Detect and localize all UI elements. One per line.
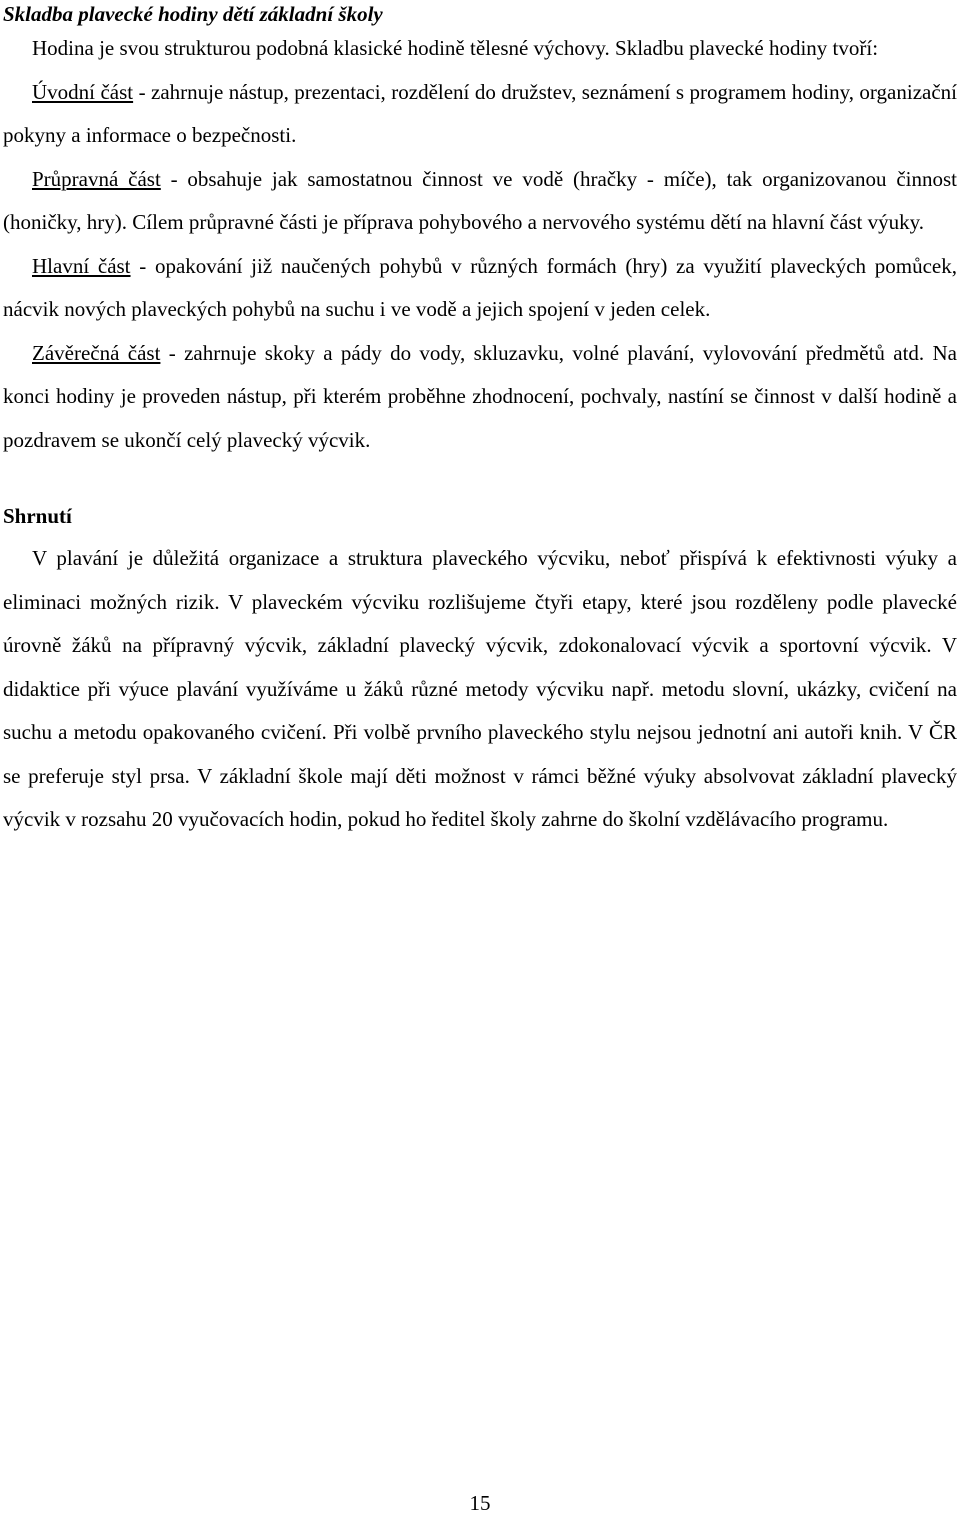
section-heading: Skladba plavecké hodiny dětí základní školy <box>3 2 383 26</box>
summary-paragraph: V plavání je důležitá organizace a struktura plaveckého výcviku, neboť přispívá k efektivnosti výuky a eliminaci možných rizik. V plaveckém výcviku rozlišujeme čtyři etapy, které jsou rozděleny podle plavecké úrovně žáků na přípravný výcvik, základní plavecký výcvik, zdokonalovací výcvik a sportovní výcvik. V didaktice při výuce plavání využíváme u žáků různé metody výcviku např. metodu slovní, ukázky, cvičení na suchu a metodu opakovaného cvičení. Při volbě prvního plaveckého stylu nejsou jednotní ani autoři knih. V ČR se preferuje styl prsa. V základní škole mají děti možnost v rámci běžné výuky absolvovat základní plavecký výcvik v rozsahu 20 vyučovacích hodin, pokud ho ředitel školy zahrne do školní vzdělávacího programu. <box>3 546 957 831</box>
part-description: - zahrnuje skoky a pády do vody, skluzavku, volné plavání, vylovování předmětů atd. Na konci hodiny je proveden nástup, při kterém proběhne zhodnocení, pochvaly, nastíní se činnost v další hodině a pozdravem se ukončí celý plavecký výcvik. <box>3 340 957 452</box>
summary-heading: Shrnutí <box>3 504 72 528</box>
part-term: Průpravná část <box>32 166 161 191</box>
section-spacer <box>3 462 957 503</box>
part-paragraph-intro <box>3 71 957 158</box>
intro-paragraph: Hodina je svou strukturou podobná klasické hodině tělesné výchovy. Skladbu plavecké hodiny tvoří: <box>32 36 879 60</box>
part-term: Hlavní část <box>32 253 131 278</box>
part-term: Úvodní část <box>32 79 134 104</box>
part-paragraph-preparatory <box>3 158 957 245</box>
part-paragraph-final <box>3 332 957 463</box>
part-term: Závěrečná část <box>32 340 161 365</box>
part-description: - obsahuje jak samostatnou činnost ve vodě (hračky - míče), tak organizovanou činnost (honičky, hry). Cílem průpravné části je příprava pohybového a nervového systému dětí na hlavní část výuky. <box>3 166 957 234</box>
document-page <box>3 0 957 842</box>
part-description: - zahrnuje nástup, prezentaci, rozdělení do družstev, seznámení s programem hodiny, organizační pokyny a informace o bezpečnosti. <box>3 79 957 147</box>
part-paragraph-main <box>3 245 957 332</box>
page-number: 15 <box>469 1491 491 1515</box>
part-description: - opakování již naučených pohybů v různých formách (hry) za využití plaveckých pomůcek, nácvik nových plaveckých pohybů na suchu i ve vodě a jejich spojení v jeden celek. <box>3 253 957 321</box>
